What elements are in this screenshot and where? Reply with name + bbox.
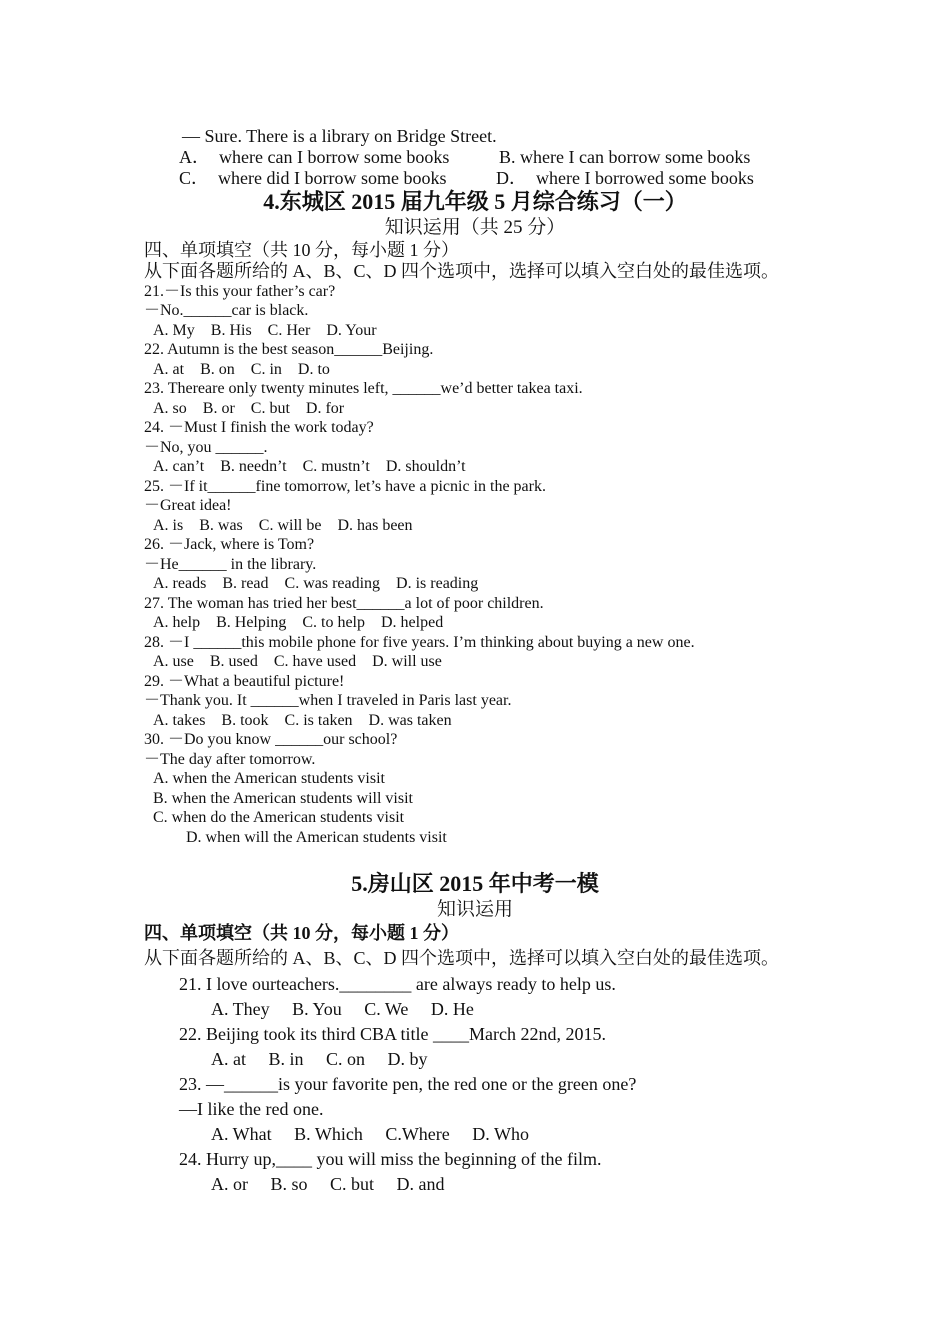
section4-part-heading: 四、单项填空（共 10 分，每小题 1 分） [144,240,459,260]
question-line: －He______ in the library. [144,556,317,573]
section4-subtitle: 知识运用（共 25 分） [384,217,566,238]
option-b: B. where I can borrow some books [499,147,751,167]
options-line: A. use B. used C. have used D. will use [153,653,442,670]
question-line: －No, you ______. [144,439,268,456]
options-line: A. at B. in C. on D. by [211,1049,428,1069]
options-line: A. My B. His C. Her D. Your [153,322,377,339]
question-line: 29. －What a beautiful picture! [144,673,345,690]
question-line: －The day after tomorrow. [144,751,316,768]
options-line: A. so B. or C. but D. for [153,400,345,417]
question-line: －Great idea! [144,497,232,514]
question-line: 21.－Is this your father’s car? [144,283,336,300]
options-line: D. when will the American students visit [186,829,447,846]
option-a: A． where can I borrow some books [179,147,450,167]
options-line: A. at B. on C. in D. to [153,361,330,378]
question-line: －No.______car is black. [144,302,309,319]
option-d: D． where I borrowed some books [496,168,754,188]
options-line: A. takes B. took C. is taken D. was taken [153,712,452,729]
question-line: 23. Thereare only twenty minutes left, ______we’d better takea taxi. [144,380,583,397]
question-line: 22. Beijing took its third CBA title ____March 22nd, 2015. [179,1024,606,1044]
section4-title: 4.东城区 2015 届九年级 5 月综合练习（一） [263,189,687,214]
section5-subtitle: 知识运用 [436,899,513,920]
question-line: 28. －I ______this mobile phone for five years. I’m thinking about buying a new one. [144,634,695,651]
options-line: A. What B. Which C.Where D. Who [211,1124,529,1144]
options-line: A. reads B. read C. was reading D. is reading [153,575,479,592]
options-line: A. help B. Helping C. to help D. helped [153,614,444,631]
question-line: 24. －Must I finish the work today? [144,419,374,436]
question-line: 26. －Jack, where is Tom? [144,536,315,553]
options-line: C. when do the American students visit [153,809,405,826]
section4-instruction: 从下面各题所给的 A、B、C、D 四个选项中，选择可以填入空白处的最佳选项。 [144,261,780,281]
question-line: 24. Hurry up,____ you will miss the beginning of the film. [179,1149,602,1169]
options-line: A. when the American students visit [153,770,385,787]
answer-line: — Sure. There is a library on Bridge Street. [182,126,497,146]
question-line: —I like the red one. [179,1099,324,1119]
question-line: 27. The woman has tried her best______a lot of poor children. [144,595,544,612]
question-line: 30. －Do you know ______our school? [144,731,398,748]
options-line: A. can’t B. needn’t C. mustn’t D. shouldn’t [153,458,466,475]
options-line: B. when the American students will visit [153,790,413,807]
question-line: 22. Autumn is the best season______Beijing. [144,341,434,358]
question-line: 25. －If it______fine tomorrow, let’s have a picnic in the park. [144,478,546,495]
question-line: 21. I love ourteachers.________ are always ready to help us. [179,974,616,994]
section5-part-heading: 四、单项填空（共 10 分，每小题 1 分） [144,923,459,943]
options-line: A. is B. was C. will be D. has been [153,517,413,534]
options-line: A. or B. so C. but D. and [211,1174,445,1194]
option-c: C． where did I borrow some books [179,168,447,188]
question-line: 23. —______is your favorite pen, the red one or the green one? [179,1074,637,1094]
options-line: A. They B. You C. We D. He [211,999,474,1019]
section5-title: 5.房山区 2015 年中考一模 [351,871,599,896]
section5-instruction: 从下面各题所给的 A、B、C、D 四个选项中，选择可以填入空白处的最佳选项。 [144,948,780,968]
question-line: －Thank you. It ______when I traveled in Paris last year. [144,692,512,709]
